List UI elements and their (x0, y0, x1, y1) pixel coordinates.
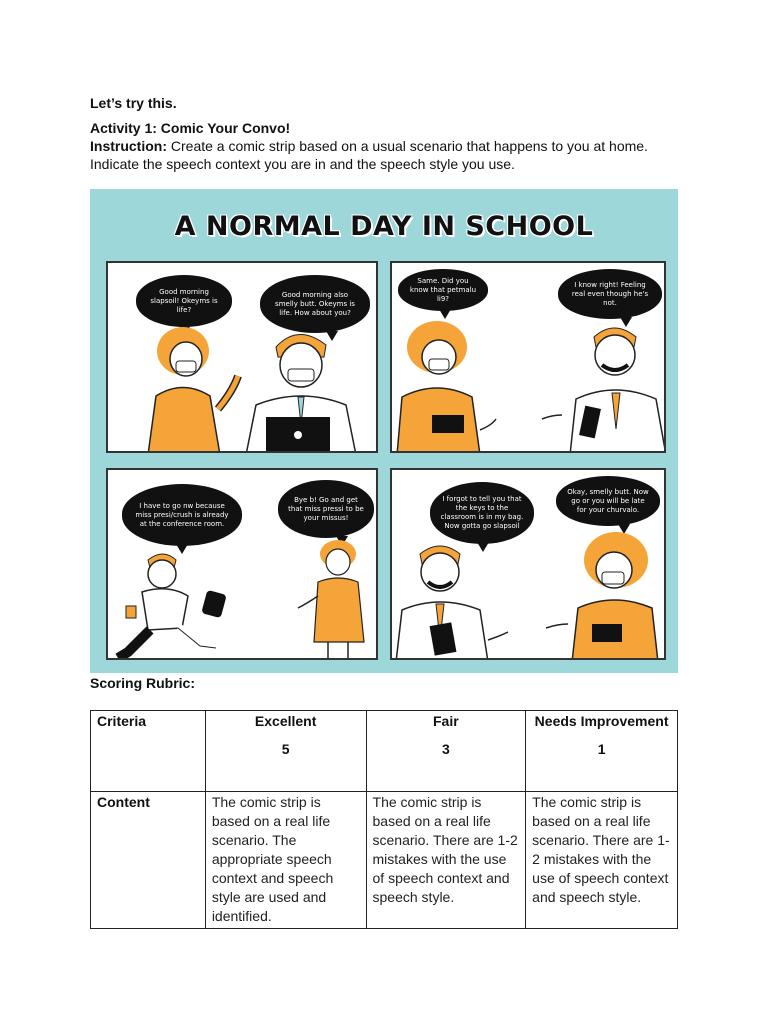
comic-panel-2 (390, 261, 666, 453)
comic-panel-4 (390, 468, 666, 660)
activity-title: Activity 1: Comic Your Convo! (90, 120, 291, 136)
speech-bubble: I have to go nw because miss presi/crush is already at the conference room. (122, 484, 242, 546)
speech-bubble: Good morning also smelly butt. Okeyms is life. How about you? (260, 275, 370, 333)
rubric-title: Scoring Rubric: (90, 675, 196, 691)
header-excellent (205, 711, 366, 792)
speech-bubble: Okay, smelly butt. Now go or you will be late for your churvalo. (556, 476, 660, 526)
instruction-text: Create a comic strip based on a usual scenario that happens to you at home. Indicate the speech context you are in and the speech style you use. (90, 138, 648, 172)
rubric-cell: The comic strip is based on a real life scenario. There are 1-2 mistakes with the use of speech context and speech style. (526, 792, 678, 929)
speech-bubble: I forgot to tell you that the keys to the classroom is in my bag. Now gotta go slapsoil (430, 482, 534, 544)
boy-with-folder-illustration (532, 319, 666, 453)
girl-with-book-illustration (392, 315, 532, 453)
speech-bubble: Same. Did you know that petmalu li9? (398, 269, 488, 311)
speech-bubble: Bye b! Go and get that miss pressi to be your missus! (278, 480, 374, 538)
header-fair (366, 711, 526, 792)
boy-running-illustration (108, 548, 248, 660)
girl-with-book-illustration (532, 530, 666, 660)
table-row (91, 792, 678, 929)
intro-heading: Let’s try this. (90, 95, 177, 111)
header-label: Criteria (97, 713, 147, 729)
header-needs-improvement (526, 711, 678, 792)
header-criteria (91, 711, 206, 792)
boy-at-laptop-illustration (228, 325, 378, 453)
instruction-paragraph (90, 137, 690, 173)
speech-bubble: Good morning slapsoil! Okeyms is life? (136, 275, 232, 327)
speech-bubble: I know right! Feeling real even though he's not. (558, 269, 662, 319)
criteria-cell: Content (91, 792, 206, 929)
header-label: Excellent (254, 713, 317, 729)
rubric-cell: The comic strip is based on a real life scenario. The appropriate speech context and speech style are used and identified. (205, 792, 366, 929)
header-label: Needs Improvement (534, 713, 669, 729)
scoring-rubric-table (90, 710, 678, 929)
header-score: 5 (281, 741, 290, 757)
girl-standing-illustration (288, 540, 378, 660)
rubric-header-row (91, 711, 678, 792)
boy-with-folder-illustration (392, 540, 532, 660)
comic-strip (90, 189, 678, 673)
header-score: 3 (441, 741, 450, 757)
comic-panel-3 (106, 468, 378, 660)
comic-title: A NORMAL DAY IN SCHOOL (174, 211, 594, 242)
rubric-cell: The comic strip is based on a real life scenario. There are 1-2 mistakes with the use of speech context and speech style. (366, 792, 526, 929)
instruction-label: Instruction: (90, 138, 167, 154)
comic-panel-1 (106, 261, 378, 453)
header-score: 1 (597, 741, 606, 757)
header-label: Fair (433, 713, 459, 729)
